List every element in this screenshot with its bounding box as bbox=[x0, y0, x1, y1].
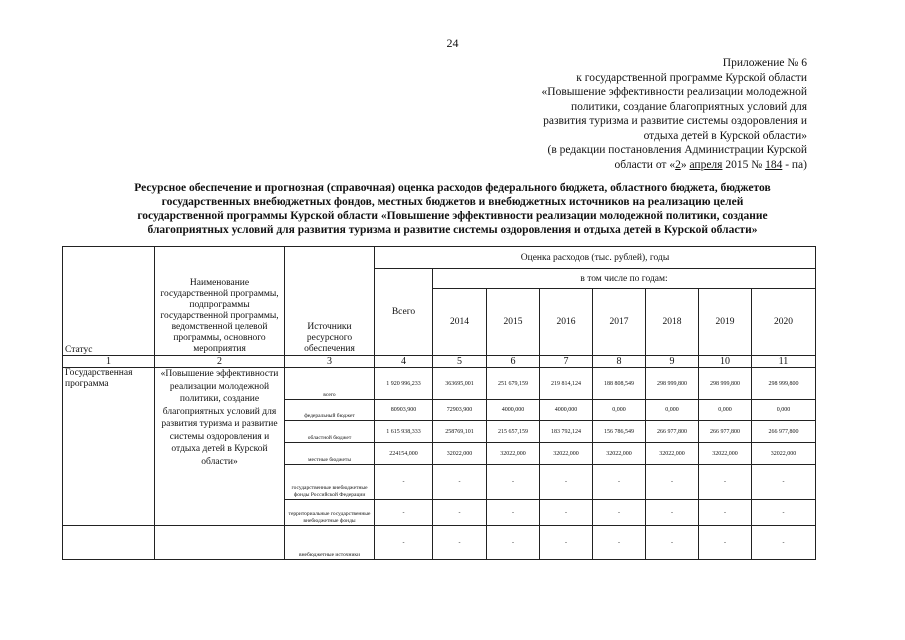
value-cell: - bbox=[752, 526, 816, 560]
column-number: 6 bbox=[487, 356, 540, 368]
value-cell: - bbox=[375, 465, 433, 500]
date-prefix: области от « bbox=[614, 158, 676, 171]
date-year: 2015 № bbox=[725, 158, 763, 171]
value-cell: 224154,000 bbox=[375, 443, 433, 465]
value-cell: 215 657,159 bbox=[487, 421, 540, 443]
value-cell: 188 808,549 bbox=[593, 368, 646, 400]
value-cell: 298 999,800 bbox=[699, 368, 752, 400]
header-year: 2014 bbox=[433, 289, 487, 356]
source-cell: государственные внебюджетные фонды Российской Федерации bbox=[285, 465, 375, 500]
title-line: государственной программы Курской области «Повышение эффективности реализации молодежной политики, создание bbox=[137, 210, 768, 222]
value-cell: - bbox=[540, 526, 593, 560]
page-number: 24 bbox=[446, 36, 459, 50]
value-cell: 32022,000 bbox=[593, 443, 646, 465]
value-cell: - bbox=[540, 500, 593, 526]
value-cell: 298 999,800 bbox=[646, 368, 699, 400]
value-cell: 0,000 bbox=[646, 400, 699, 421]
column-number: 5 bbox=[433, 356, 487, 368]
document-title bbox=[60, 181, 845, 237]
value-cell: - bbox=[540, 465, 593, 500]
source-cell: внебюджетные источники bbox=[285, 526, 375, 560]
value-cell: 1 615 938,333 bbox=[375, 421, 433, 443]
value-cell: 32022,000 bbox=[487, 443, 540, 465]
value-cell: 32022,000 bbox=[646, 443, 699, 465]
header-estimate: Оценка расходов (тыс. рублей), годы bbox=[375, 247, 816, 269]
header-status: Статус bbox=[63, 247, 155, 356]
value-cell: 0,000 bbox=[752, 400, 816, 421]
value-cell: 4000,000 bbox=[487, 400, 540, 421]
source-cell: всего bbox=[285, 368, 375, 400]
value-cell: - bbox=[375, 500, 433, 526]
source-cell: местные бюджеты bbox=[285, 443, 375, 465]
header-year: 2020 bbox=[752, 289, 816, 356]
title-line: Ресурсное обеспечение и прогнозная (справочная) оценка расходов федерального бюджета, областного бюджета, бюджетов bbox=[134, 182, 771, 194]
resource-table bbox=[62, 246, 816, 560]
header-year: 2017 bbox=[593, 289, 646, 356]
column-number: 2 bbox=[155, 356, 285, 368]
value-cell: 80903,900 bbox=[375, 400, 433, 421]
title-line: государственных внебюджетных фондов, местных бюджетов и внебюджетных источников на реализацию целей bbox=[161, 196, 744, 208]
appendix-date-line bbox=[467, 158, 807, 173]
value-cell: - bbox=[646, 500, 699, 526]
appendix-line: «Повышение эффективности реализации молодежной bbox=[541, 86, 807, 98]
column-number: 4 bbox=[375, 356, 433, 368]
appendix-block bbox=[467, 56, 807, 172]
table-row bbox=[63, 368, 816, 400]
header-total: Всего bbox=[375, 269, 433, 356]
value-cell: 219 814,124 bbox=[540, 368, 593, 400]
value-cell: 32022,000 bbox=[540, 443, 593, 465]
column-number: 8 bbox=[593, 356, 646, 368]
value-cell: - bbox=[646, 526, 699, 560]
empty-name-cell bbox=[155, 526, 285, 560]
title-line: благоприятных условий для развития туризма и развитие системы оздоровления и отдыха детей в Курской области» bbox=[147, 224, 758, 236]
status-cell: Государственная программа bbox=[63, 368, 155, 526]
header-sources: Источники ресурсного обеспечения bbox=[285, 247, 375, 356]
value-cell: 32022,000 bbox=[433, 443, 487, 465]
value-cell: 0,000 bbox=[593, 400, 646, 421]
value-cell: - bbox=[593, 465, 646, 500]
header-year: 2015 bbox=[487, 289, 540, 356]
column-number: 1 bbox=[63, 356, 155, 368]
column-number: 10 bbox=[699, 356, 752, 368]
value-cell: - bbox=[487, 500, 540, 526]
source-cell: федеральный бюджет bbox=[285, 400, 375, 421]
column-number: 3 bbox=[285, 356, 375, 368]
value-cell: 32022,000 bbox=[752, 443, 816, 465]
value-cell: 363695,001 bbox=[433, 368, 487, 400]
header-program-name: Наименование государственной программы, подпрограммы государственной программы, ведомственной целевой программы, основного мероприятия bbox=[155, 247, 285, 356]
value-cell: 72903,900 bbox=[433, 400, 487, 421]
value-cell: - bbox=[699, 526, 752, 560]
column-number-row bbox=[63, 356, 816, 368]
header-year: 2019 bbox=[699, 289, 752, 356]
value-cell: 156 786,549 bbox=[593, 421, 646, 443]
value-cell: - bbox=[699, 465, 752, 500]
header-by-years: в том числе по годам: bbox=[433, 269, 816, 289]
table-row bbox=[63, 526, 816, 560]
value-cell: 0,000 bbox=[699, 400, 752, 421]
value-cell: 183 792,124 bbox=[540, 421, 593, 443]
date-quote: » bbox=[680, 158, 687, 171]
date-day: 2 bbox=[675, 158, 681, 171]
empty-status-cell bbox=[63, 526, 155, 560]
value-cell: 251 679,159 bbox=[487, 368, 540, 400]
decree-number: 184 bbox=[765, 158, 783, 171]
value-cell: 266 977,800 bbox=[699, 421, 752, 443]
column-number: 9 bbox=[646, 356, 699, 368]
value-cell: 1 920 996,233 bbox=[375, 368, 433, 400]
header-year: 2016 bbox=[540, 289, 593, 356]
value-cell: 258769,101 bbox=[433, 421, 487, 443]
value-cell: - bbox=[433, 500, 487, 526]
appendix-line: Приложение № 6 bbox=[722, 57, 807, 69]
header-year: 2018 bbox=[646, 289, 699, 356]
date-suffix: - па) bbox=[785, 158, 807, 171]
appendix-line: отдыха детей в Курской области» bbox=[643, 129, 807, 142]
appendix-line: политики, создание благоприятных условий для bbox=[570, 100, 807, 113]
value-cell: 266 977,800 bbox=[646, 421, 699, 443]
value-cell: 298 999,800 bbox=[752, 368, 816, 400]
appendix-line: развития туризма и развитие системы оздоровления и bbox=[543, 115, 807, 127]
value-cell: - bbox=[699, 500, 752, 526]
value-cell: - bbox=[375, 526, 433, 560]
value-cell: 4000,000 bbox=[540, 400, 593, 421]
value-cell: - bbox=[593, 500, 646, 526]
value-cell: - bbox=[487, 526, 540, 560]
value-cell: - bbox=[752, 465, 816, 500]
value-cell: - bbox=[433, 465, 487, 500]
value-cell: 32022,000 bbox=[699, 443, 752, 465]
value-cell: - bbox=[487, 465, 540, 500]
column-number: 11 bbox=[752, 356, 816, 368]
value-cell: - bbox=[433, 526, 487, 560]
value-cell: 266 977,800 bbox=[752, 421, 816, 443]
source-cell: территориальные государственные внебюджетные фонды bbox=[285, 500, 375, 526]
date-month: апреля bbox=[689, 158, 723, 171]
appendix-line: (в редакции постановления Администрации Курской bbox=[547, 144, 807, 156]
value-cell: - bbox=[646, 465, 699, 500]
value-cell: - bbox=[752, 500, 816, 526]
source-cell: областной бюджет bbox=[285, 421, 375, 443]
program-name-cell: «Повышение эффективности реализации молодежной политики, создание благоприятных условий для развития туризма и развитие системы оздоровления и отдыха детей в Курской области» bbox=[155, 368, 285, 526]
value-cell: - bbox=[593, 526, 646, 560]
appendix-line: к государственной программе Курской области bbox=[576, 71, 807, 84]
column-number: 7 bbox=[540, 356, 593, 368]
